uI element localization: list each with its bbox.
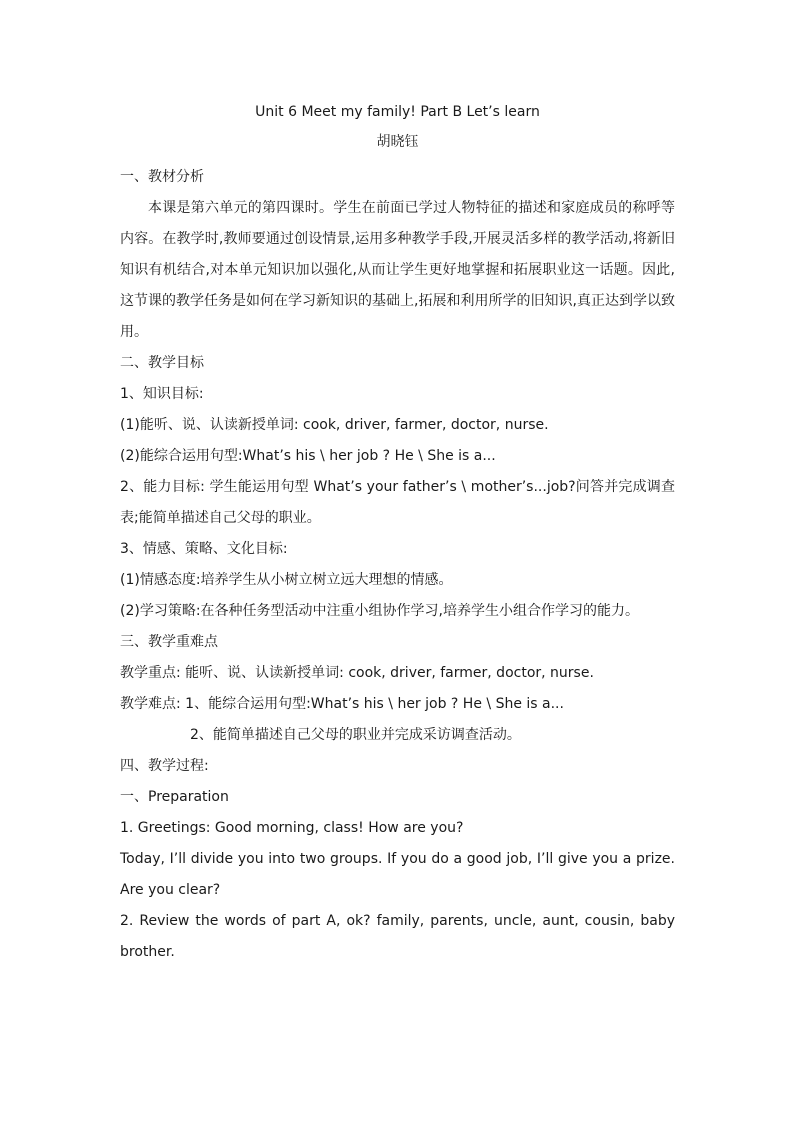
knowledge-goal-item-2: (2)能综合运用句型:What’s his \ her job ? He \ She is a... <box>120 448 496 464</box>
ability-goal: 2、能力目标: 学生能运用句型 What’s your father’s \ mother’s...job?问答并完成调查表;能简单描述自己父母的职业。 <box>120 479 675 526</box>
section-heading-objectives: 二、教学目标 <box>120 355 204 371</box>
step-heading-preparation: 一、Preparation <box>120 789 229 805</box>
document-body <box>120 100 675 968</box>
preparation-item-1: 1. Greetings: Good morning, class! How are you? <box>120 820 464 836</box>
emotion-goal-item-2: (2)学习策略:在各种任务型活动中注重小组协作学习,培养学生小组合作学习的能力。 <box>120 603 639 619</box>
author-name: 胡晓钰 <box>376 134 419 150</box>
difficult-point-2: 2、能简单描述自己父母的职业并完成采访调查活动。 <box>190 727 521 743</box>
knowledge-goal-item-1: (1)能听、说、认读新授单词: cook, driver, farmer, doctor, nurse. <box>120 417 549 433</box>
preparation-item-1-cont: Today, I’ll divide you into two groups. If you do a good job, I’ll give you a prize. Are you clear? <box>120 851 675 898</box>
knowledge-goal-heading: 1、知识目标: <box>120 386 204 402</box>
emotion-goal-item-1: (1)情感态度:培养学生从小树立树立远大理想的情感。 <box>120 572 453 588</box>
document-title: Unit 6 Meet my family! Part B Let’s learn <box>255 104 540 120</box>
key-point: 教学重点: 能听、说、认读新授单词: cook, driver, farmer, doctor, nurse. <box>120 665 594 681</box>
difficult-point-1: 教学难点: 1、能综合运用句型:What’s his \ her job ? He \ She is a... <box>120 696 564 712</box>
preparation-item-2: 2. Review the words of part A, ok? family, parents, uncle, aunt, cousin, baby brother. <box>120 913 675 960</box>
section-heading-process: 四、教学过程: <box>120 758 209 774</box>
section-heading-materials: 一、教材分析 <box>120 169 204 185</box>
section-heading-key-points: 三、教学重难点 <box>120 634 218 650</box>
materials-paragraph: 本课是第六单元的第四课时。学生在前面已学过人物特征的描述和家庭成员的称呼等内容。在教学时,教师要通过创设情景,运用多种教学手段,开展灵活多样的教学活动,将新旧知识有机结合,对本单元知识加以强化,从而让学生更好地掌握和拓展职业这一话题。因此,这节课的教学任务是如何在学习新知识的基础上,拓展和利用所学的旧知识,真正达到学以致用。 <box>120 200 675 340</box>
emotion-goal-heading: 3、情感、策略、文化目标: <box>120 541 288 557</box>
